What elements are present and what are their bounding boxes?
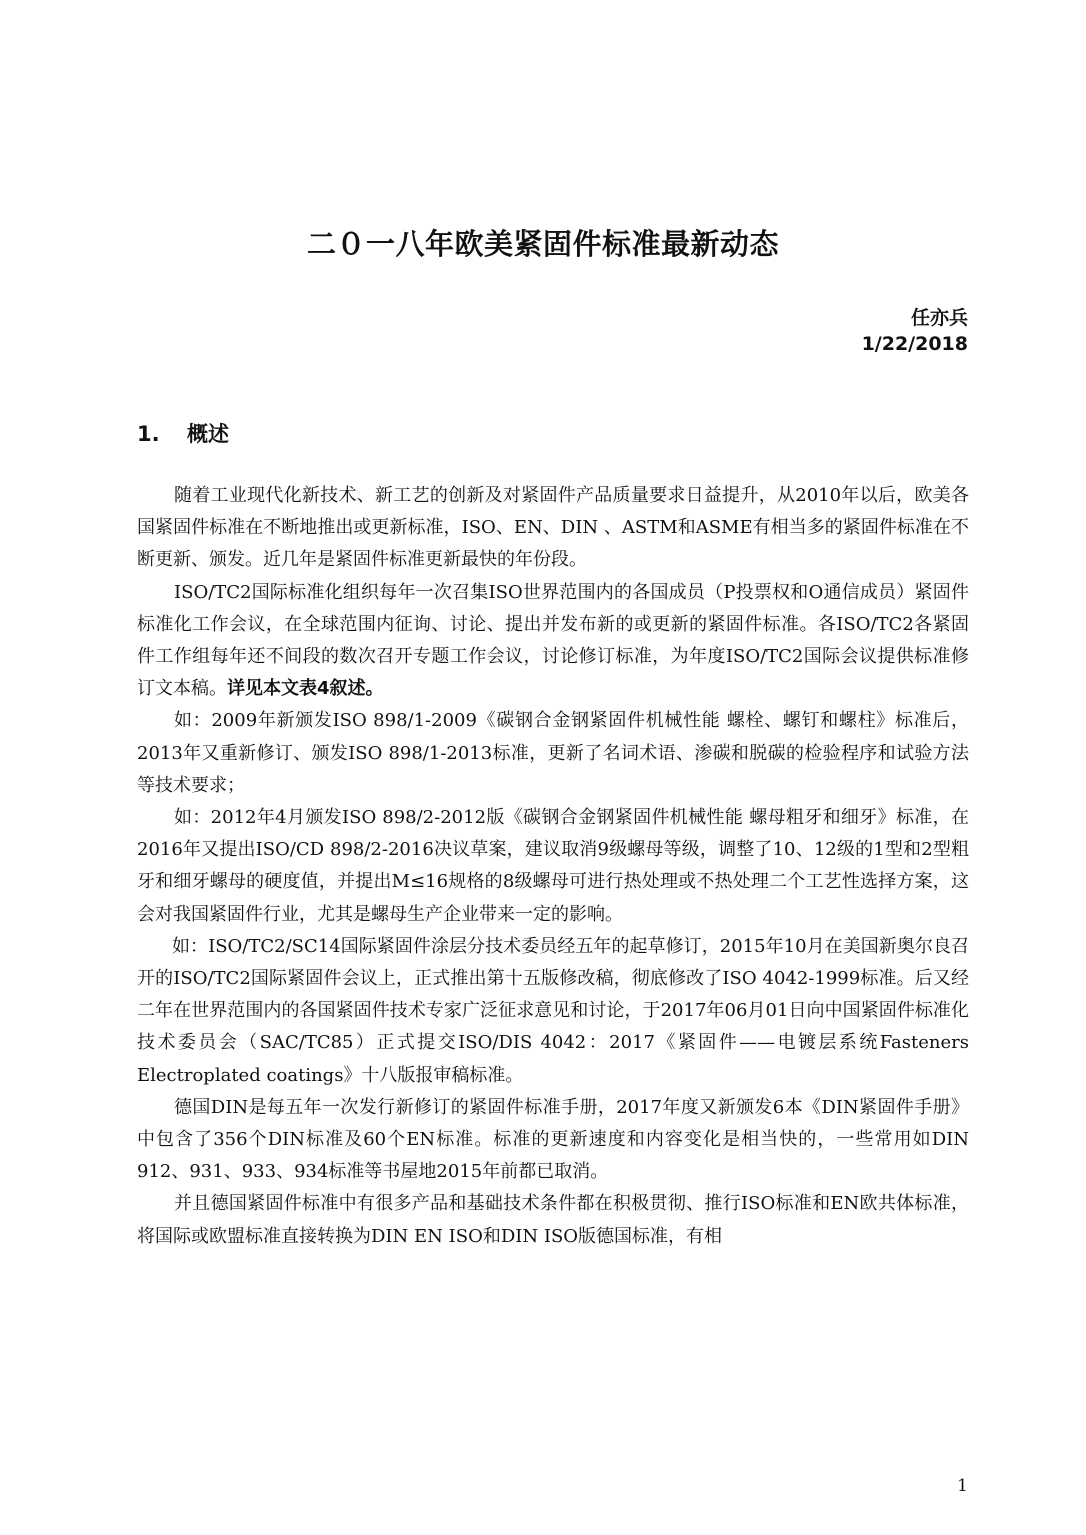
paragraph [137,577,969,706]
document-body [137,480,969,1253]
paragraph [137,931,969,1092]
paragraph [137,1092,969,1189]
section-heading [137,418,229,448]
section-number: 1. [137,422,160,446]
document-date: 1/22/2018 [861,333,968,355]
page-number: 1 [957,1476,968,1496]
paragraph-text: 如：2009年新颁发ISO 898/1-2009《碳钢合金钢紧固件机械性能 螺栓、螺钉和螺柱》标准后，2013年又重新修订、颁发ISO 898/1-2013标准，更新了名词术语、渗碳和脱碳的检验程序和试验方法等技术要求； [137,710,969,796]
document-title: 二０一八年欧美紧固件标准最新动态 [306,227,779,261]
paragraph-text: ISO/TC2国际标准化组织每年一次召集ISO世界范围内的各国成员（P投票权和O通信成员）紧固件标准化工作会议，在全球范围内征询、讨论、提出并发布新的或更新的紧固件标准。各ISO/TC2各紧固件工作组每年还不间段的数次召开专题工作会议，讨论修订标准，为年度ISO/TC2国际会议提供标准修订文本稿。 [137,581,969,700]
paragraph-text: 并且德国紧固件标准中有很多产品和基础技术条件都在积极贯彻、推行ISO标准和EN欧共体标准，将国际或欧盟标准直接转换为DIN EN ISO和DIN ISO版德国标准，有相 [137,1193,969,1247]
bold-note: 详见本文表4叙述。 [227,678,384,700]
paragraph-text: 随着工业现代化新技术、新工艺的创新及对紧固件产品质量要求日益提升，从2010年以后，欧美各国紧固件标准在不断地推出或更新标准，ISO、EN、DIN 、ASTM和ASME有相当多的紧固件标准在不断更新、颁发。近几年是紧固件标准更新最快的年份段。 [137,485,969,571]
paragraph [137,802,969,931]
paragraph-text: 如：2012年4月颁发ISO 898/2-2012版《碳钢合金钢紧固件机械性能 螺母粗牙和细牙》标准，在2016年又提出ISO/CD 898/2-2016决议草案，建议取消9级螺母等级，调整了10、12级的1型和2型粗牙和细牙螺母的硬度值，并提出M≤16规格的8级螺母可进行热处理或不热处理二个工艺性选择方案，这会对我国紧固件行业，尤其是螺母生产企业带来一定的影响。 [137,807,969,925]
paragraph [137,480,969,577]
paragraph-text: 德国DIN是每五年一次发行新修订的紧固件标准手册，2017年度又新颁发6本《DIN紧固件手册》中包含了356个DIN标准及60个EN标准。标准的更新速度和内容变化是相当快的，一些常用如DIN 912、931、933、934标准等书屋地2015年前都已取消。 [137,1096,969,1183]
author-name: 任亦兵 [910,307,968,329]
paragraph [137,705,969,802]
paragraph [137,1188,969,1252]
section-title: 概述 [187,422,229,446]
paragraph-text: 如：ISO/TC2/SC14国际紧固件涂层分技术委员经五年的起草修订，2015年10月在美国新奥尔良召开的ISO/TC2国际紧固件会议上，正式推出第十五版修改稿，彻底修改了ISO 4042-1999标准。后又经二年在世界范围内的各国紧固件技术专家广泛征求意见和讨论，于2017年06月01日向中国紧固件标准化技术委员会（SAC/TC85）正式提交ISO/DIS 4042：2017《紧固件——电镀层系统Fasteners Electroplated coatings》十八版报审稿标准。 [137,935,969,1086]
